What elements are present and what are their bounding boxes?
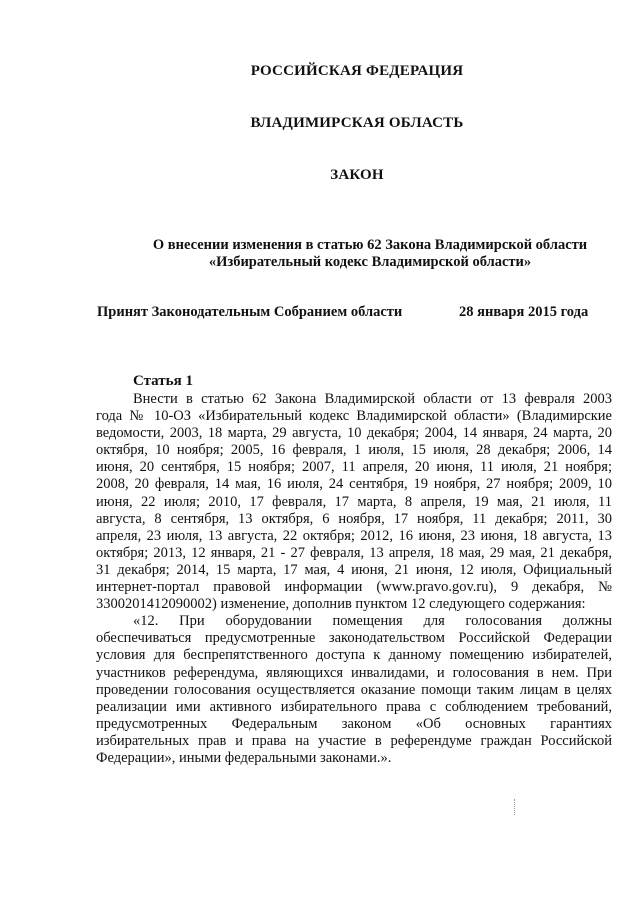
article-line: реализации ими активного избирательного права с соблюдением требований, bbox=[96, 698, 612, 715]
adopted-by: Принят Законодательным Собранием области bbox=[97, 304, 403, 320]
article-line: предусмотренных Федеральным законом «Об основных гарантиях bbox=[96, 715, 612, 732]
article-line: интернет-портал правовой информации (www.pravo.gov.ru), 9 декабря, № bbox=[96, 579, 612, 596]
law-title-line-2: «Избирательный кодекс Владимирской области» bbox=[208, 254, 532, 270]
article-line: года № 10-ОЗ «Избирательный кодекс Владимирской области» (Владимирские bbox=[96, 408, 612, 425]
article-title: Статья 1 bbox=[133, 373, 193, 389]
article-line: 2008, 20 февраля, 14 мая, 16 июля, 24 сентября, 19 ноября, 27 ноября; 2009, 10 bbox=[96, 476, 612, 493]
document-type-heading: ЗАКОН bbox=[330, 167, 384, 183]
article-line: июня, 20 сентября, 15 ноября; 2007, 11 апреля, 20 июня, 11 июля, 21 ноября; bbox=[96, 459, 612, 476]
article-line: избирательных прав и права на участие в референдуме граждан Российской bbox=[96, 732, 612, 749]
article-line: «12. При оборудовании помещения для голосования должны bbox=[133, 613, 612, 630]
article-line: октября, 10 ноября; 2005, 16 февраля, 1 июля, 15 июля, 28 декабря; 2006, 14 bbox=[96, 442, 612, 459]
adoption-line bbox=[97, 304, 597, 321]
article-line: условия для беспрепятственного доступа к данному помещению избирателей, bbox=[96, 647, 612, 664]
article-line: августа, 8 сентября, 13 октября, 6 ноября, 17 ноября, 11 декабря; 2011, 30 bbox=[96, 510, 612, 527]
article-line: 3300201412090002) изменение, дополнив пунктом 12 следующего содержания: bbox=[96, 596, 586, 613]
article-body bbox=[96, 391, 612, 767]
article-line: июня, 22 июля; 2010, 17 февраля, 17 марта, 8 апреля, 19 мая, 21 июля, 11 bbox=[96, 493, 612, 510]
region-heading: ВЛАДИМИРСКАЯ ОБЛАСТЬ bbox=[250, 115, 464, 131]
law-title bbox=[100, 237, 640, 271]
article-line: Внести в статью 62 Закона Владимирской области от 13 февраля 2003 bbox=[133, 391, 612, 407]
country-heading: РОССИЙСКАЯ ФЕДЕРАЦИЯ bbox=[250, 63, 464, 79]
article-line: апреля, 23 июля, 13 августа, 22 октября; 2012, 16 июня, 23 июня, 18 августа, 13 bbox=[96, 527, 612, 544]
article-line: участников референдума, являющихся инвалидами, и голосования в нем. При bbox=[96, 664, 612, 681]
scan-mark bbox=[514, 799, 516, 815]
article-line: обеспечиваться предусмотренные законодательством Российской Федерации bbox=[96, 630, 612, 647]
adoption-date: 28 января 2015 года bbox=[459, 304, 589, 320]
article-line: Федерации», иными федеральными законами.». bbox=[96, 749, 392, 766]
law-title-line-1: О внесении изменения в статью 62 Закона Владимирской области bbox=[152, 237, 588, 253]
article-line: проведении голосования осуществляется оказание помощи таким лицам в целях bbox=[96, 681, 612, 698]
article-line: 31 декабря; 2014, 15 марта, 17 мая, 4 июня, 21 июня, 12 июля, Официальный bbox=[96, 561, 612, 578]
article-line: октября; 2013, 12 января, 21 - 27 февраля, 13 апреля, 18 мая, 29 мая, 21 декабря, bbox=[96, 544, 612, 561]
article-line: ведомости, 2003, 18 марта, 29 августа, 10 декабря; 2004, 14 января, 24 марта, 20 bbox=[96, 425, 612, 442]
